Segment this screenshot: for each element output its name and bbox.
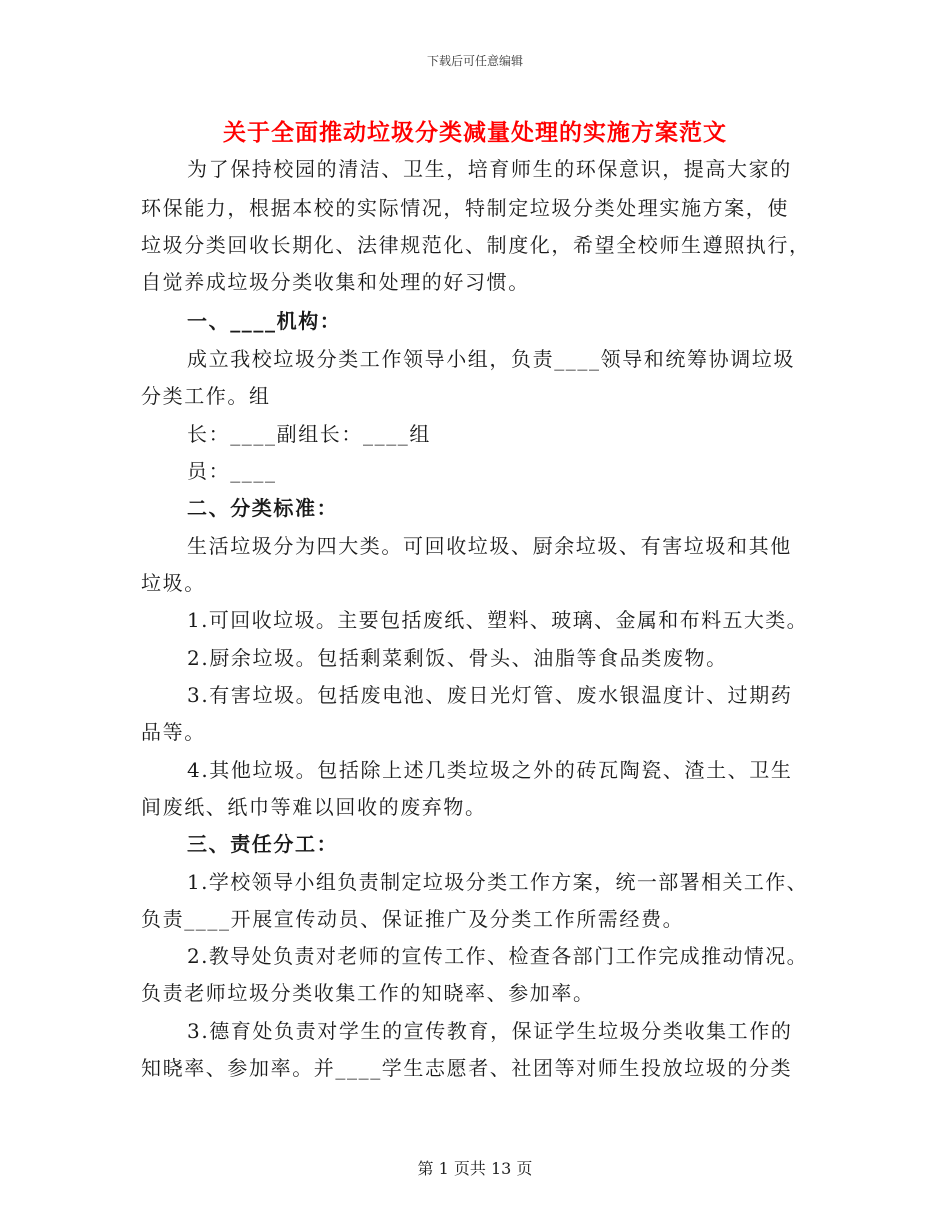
body-line: 环保能力，根据本校的实际情况，特制定垃圾分类处理实施方案，使	[141, 196, 789, 220]
body-line: 品等。	[141, 720, 206, 744]
header-note: 下载后可任意编辑	[426, 54, 523, 68]
body-line: 3.德育处负责对学生的宣传教育，保证学生垃圾分类收集工作的	[187, 1019, 793, 1043]
body-line: 为了保持校园的清洁、卫生，培育师生的环保意识，提高大家的	[187, 157, 792, 181]
body-line: 1.可回收垃圾。主要包括废纸、塑料、玻璃、金属和布料五大类。	[187, 608, 809, 632]
body-line: 3.有害垃圾。包括废电池、废日光灯管、废水银温度计、过期药	[187, 683, 793, 707]
body-line: 2.厨余垃圾。包括剩菜剩饭、骨头、油脂等食品类废物。	[187, 646, 728, 670]
body-line: 间废纸、纸巾等难以回收的废弃物。	[141, 795, 487, 819]
body-line: 知晓率、参加率。并____学生志愿者、社团等对师生投放垃圾的分类	[141, 1056, 793, 1080]
body-line: 2.教导处负责对老师的宣传工作、检查各部门工作完成推动情况。	[187, 944, 809, 968]
body-line: 负责____开展宣传动员、保证推广及分类工作所需经费。	[141, 907, 685, 931]
section-heading: 三、责任分工：	[187, 832, 339, 856]
body-line: 员：____	[187, 459, 277, 483]
body-line: 成立我校垃圾分类工作领导小组，负责____领导和统筹协调垃圾	[187, 347, 795, 371]
body-line: 长：____副组长：____组	[187, 422, 431, 446]
body-line: 负责老师垃圾分类收集工作的知晓率、参加率。	[141, 981, 595, 1005]
section-heading: 一、____机构：	[187, 309, 342, 333]
body-line: 1.学校领导小组负责制定垃圾分类工作方案，统一部署相关工作、	[187, 870, 809, 894]
page-footer: 第 1 页共 13 页	[417, 1159, 533, 1178]
body-line: 垃圾分类回收长期化、法律规范化、制度化，希望全校师生遵照执行，	[141, 233, 811, 257]
body-line: 4.其他垃圾。包括除上述几类垃圾之外的砖瓦陶瓷、渣土、卫生	[187, 758, 793, 782]
body-line: 分类工作。组	[141, 384, 271, 408]
body-line: 自觉养成垃圾分类收集和处理的好习惯。	[141, 270, 530, 294]
body-line: 垃圾。	[141, 571, 206, 595]
body-line: 生活垃圾分为四大类。可回收垃圾、厨余垃圾、有害垃圾和其他	[187, 534, 792, 558]
section-heading: 二、分类标准：	[187, 496, 339, 520]
document-title: 关于全面推动垃圾分类减量处理的实施方案范文	[223, 119, 727, 146]
